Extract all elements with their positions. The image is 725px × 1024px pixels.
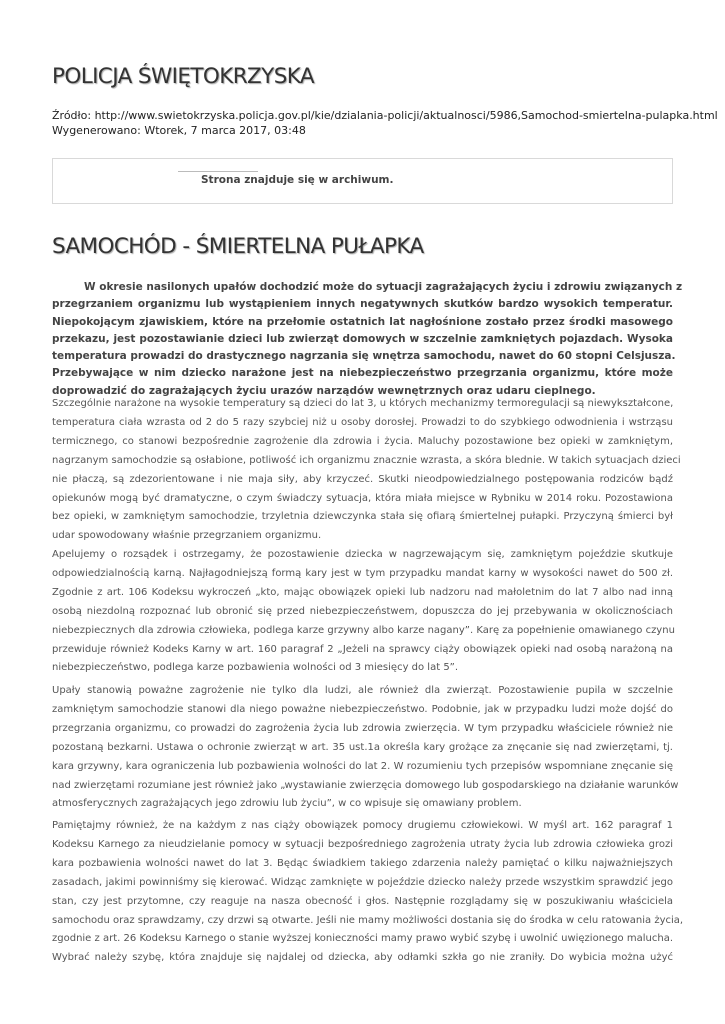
paragraph-line: Apelujemy o rozsądek i ostrzegamy, że pozostawienie dziecka w nagrzewającym się, zamkniętym pojeździe skutkuje xyxy=(52,549,673,560)
paragraph-line: osobą niezdolną rozpoznać lub obronić się przed niebezpieczeństwem, dopuszcza do jej przebywania w okolicznościach xyxy=(52,605,673,617)
paragraph-line: Pamiętajmy również, że na każdym z nas ciąży obowiązek pomocy drugiemu człowiekowi. W myśl art. 162 paragraf 1 xyxy=(52,820,673,831)
paragraph-line: Zgodnie z art. 106 Kodeksu wykroczeń „kto, mając obowiązek opieki lub nadzoru nad małoletnim do lat 7 albo nad inną xyxy=(52,586,673,598)
lead-line: Niepokojącym zjawiskiem, które na przełomie ostatnich lat nagłośnione zostało przez środki masowego xyxy=(52,315,673,328)
paragraph-line: pozostaną bezkarni. Ustawa o ochronie zwierząt w art. 35 ust.1a określa kary grożące za znęcanie się nad zwierzętami, tj. xyxy=(52,741,673,753)
article-title: SAMOCHÓD - ŚMIERTELNA PUŁAPKA xyxy=(52,234,424,259)
paragraph-line: nad zwierzętami rozumiane jest również jako „wystawianie zwierzęcia domowego lub gospodarskiego na działanie warunków xyxy=(52,779,679,791)
paragraph-line: niebezpiecznych dla zdrowia człowieka, podlega karze grzywny albo karze nagany”. Karę za popełnienie omawianego czynu xyxy=(52,624,675,636)
archive-notice-text: Strona znajduje się w archiwum. xyxy=(201,174,394,186)
lead-line: Przebywające w nim dziecko narażone jest na niebezpieczeństwo przegrzania organizmu, które może xyxy=(52,367,673,380)
paragraph-line: kara grzywny, kara ograniczenia lub pozbawienia wolności do lat 2. W rozumieniu tych przepisów wspomniane znęcanie się xyxy=(52,760,673,772)
paragraph-line: opiekunów mogą być dramatyczne, o czym świadczy sytuacja, która miała miejsce w Rybniku w 2014 roku. Pozostawiona xyxy=(52,492,673,504)
paragraph-line: stan, czy jest przytomne, czy reaguje na nasza obecność i głos. Następnie rozglądamy się w poszukiwaniu właściciela xyxy=(52,895,673,907)
paragraph-line: przewiduje również Kodeks Karny w art. 160 paragraf 2 „Jeżeli na sprawcy ciąży obowiązek opieki nad osobą narażoną na xyxy=(52,643,673,655)
lead-line: przekazu, jest pozostawianie dzieci lub zwierząt domowych w szczelnie zamkniętych pojazdach. Wysoka xyxy=(52,332,673,345)
paragraph-line: samochodu oraz sprawdzamy, czy drzwi są otwarte. Jeśli nie mamy możliwości dostania się do środka w celu ratowania życia, xyxy=(52,914,684,926)
generated-line: Wygenerowano: Wtorek, 7 marca 2017, 03:48 xyxy=(52,124,306,137)
paragraph-line: Szczególnie narażone na wysokie temperatury są dzieci do lat 3, u których mechanizmy termoregulacji są niewykształcone, xyxy=(52,398,674,409)
paragraph-line: odpowiedzialnością karną. Najłagodniejszą formą kary jest w tym przypadku mandat karny w wysokości nawet do 500 zł. xyxy=(52,567,673,579)
article-paragraph xyxy=(52,682,679,814)
paragraph-line: udar spowodowany właśnie przegrzaniem organizmu. xyxy=(52,530,322,542)
paragraph-line: atmosferycznych zagrażających jego zdrowiu lub życiu”, w co wpisuje się omawiany problem. xyxy=(52,798,522,810)
article-paragraph xyxy=(52,546,673,678)
paragraph-line: Upały stanowią poważne zagrożenie nie tylko dla ludzi, ale również dla zwierząt. Pozostawienie pupila w szczelnie xyxy=(52,685,673,696)
archive-divider xyxy=(178,171,258,172)
paragraph-line: kara pozbawienia wolności nawet do lat 3. Będąc świadkiem takiego zdarzenia należy pamiętać o kilku najważniejszych xyxy=(52,857,673,869)
article-paragraph xyxy=(52,817,684,968)
paragraph-line: Wybrać należy szybę, która znajduje się najdalej od dziecka, aby odłamki szkła go nie zraniły. Do wybicia można użyć xyxy=(52,952,673,964)
lead-line: W okresie nasilonych upałów dochodzić może do sytuacji zagrażających życiu i zdrowiu związanych z xyxy=(84,281,683,293)
paragraph-line: nie płaczą, są zdezorientowane i nie maja siły, aby krzyczeć. Skutki nieodpowiedzialnego postępowania rodziców bądź xyxy=(52,473,673,485)
paragraph-line: zamkniętym samochodzie stanowi dla niego poważne niebezpieczeństwo. Podobnie, jak w przypadku ludzi może dojść do xyxy=(52,703,673,715)
article-paragraph xyxy=(52,395,681,546)
lead-line: temperatura prowadzi do drastycznego nagrzania się wnętrza samochodu, nawet do 60 stopni Celsjusza. xyxy=(52,350,676,363)
source-line: Źródło: http://www.swietokrzyska.policja.gov.pl/kie/dzialania-policji/aktualnosci/5986,Samochod-smiertelna-pulapka.html xyxy=(52,109,718,122)
paragraph-line: bez opieki, w zamkniętym samochodzie, trzyletnia dziewczynka stała się ofiarą śmiertelnej pułapki. Przyczyną śmierci był xyxy=(52,511,673,523)
paragraph-line: Kodeksu Karnego za nieudzielanie pomocy w sytuacji bezpośredniego zagrożenia utraty życia lub zdrowia człowieka grozi xyxy=(52,838,673,850)
paragraph-line: termicznego, co stanowi bezpośrednie zagrożenie dla zdrowia i życia. Maluchy pozostawione bez opieki w zamkniętym, xyxy=(52,435,673,447)
paragraph-line: zgodnie z art. 26 Kodeksu Karnego o stanie wyższej konieczności mamy prawo wybić szybę i uwolnić uwięzionego malucha. xyxy=(52,933,673,945)
article-lead xyxy=(52,279,683,400)
paragraph-line: zasadach, jakimi powinniśmy się kierować. Widząc zamknięte w pojeździe dziecko należy przede wszystkim sprawdzić jego xyxy=(52,876,673,888)
paragraph-line: nagrzanym samochodzie są osłabione, potliwość ich organizmu znacznie wzrasta, a skóra blednie. W takich sytuacjach dzieci xyxy=(52,454,681,466)
archive-notice-box xyxy=(52,158,673,204)
paragraph-line: niebezpieczeństwo, podlega karze pozbawienia wolności od 3 miesięcy do lat 5”. xyxy=(52,662,459,674)
paragraph-line: temperatura ciała wzrasta od 2 do 5 razy szybciej niż u osoby dorosłej. Prowadzi to do szybkiego odwodnienia i wstrząsu xyxy=(52,416,673,428)
lead-line: przegrzaniem organizmu lub wystąpieniem innych negatywnych skutków bardzo wysokich temperatur. xyxy=(52,298,673,311)
document-meta xyxy=(52,108,718,138)
site-title: POLICJA ŚWIĘTOKRZYSKA xyxy=(52,64,314,89)
lead-line: doprowadzić do zagrażających życiu urazów narządów wewnętrznych oraz udaru cieplnego. xyxy=(52,384,596,397)
paragraph-line: przegrzania organizmu, co prowadzi do zagrożenia życia lub zdrowia zwierzęcia. W tym przypadku właściciele również nie xyxy=(52,722,673,734)
